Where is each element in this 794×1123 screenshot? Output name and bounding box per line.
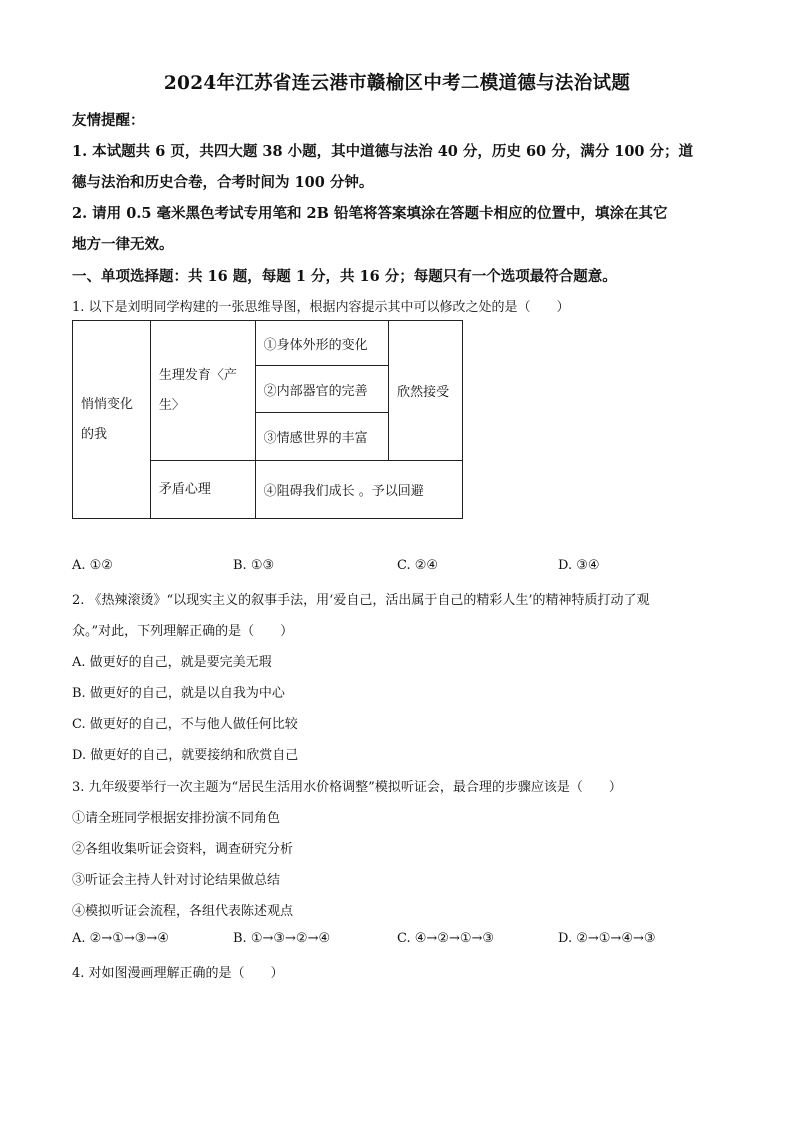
page-title: 2024年江苏省连云港市赣榆区中考二模道德与法治试题	[163, 73, 631, 94]
mind-map-item-1: ①身体外形的变化	[255, 321, 389, 366]
question-3-option-a[interactable]: A. ②→①→③→④	[72, 931, 169, 946]
question-3-option-b[interactable]: B. ①→③→②→④	[233, 931, 331, 946]
question-3-step-1: ①请全班同学根据安排扮演不同角色	[72, 811, 281, 826]
question-1-option-a[interactable]: A. ①②	[72, 558, 113, 573]
mind-map-root: 悄悄变化的我	[73, 321, 151, 519]
notice-item-1-line-2: 德与法治和历史合卷，合考时间为 100 分钟。	[72, 174, 374, 191]
mind-map-item-4: ④阻碍我们成长 。予以回避	[255, 461, 462, 519]
notice-item-2-line-1: 2. 请用 0.5 毫米黑色考试专用笔和 2B 铅笔将答案填涂在答题卡相应的位置中，填涂在其它	[72, 205, 668, 222]
question-1-option-d[interactable]: D. ③④	[558, 558, 600, 573]
question-2-stem-line-2: 众。”对此，下列理解正确的是（ ）	[72, 624, 294, 639]
mind-map-item-2: ②内部器官的完善	[255, 366, 389, 413]
question-1-option-b[interactable]: B. ①③	[233, 558, 275, 573]
question-2-option-a[interactable]: A. 做更好的自己，就是要完美无瑕	[72, 655, 272, 670]
question-2-option-d[interactable]: D. 做更好的自己，就要接纳和欣赏自己	[72, 748, 299, 763]
question-3-step-2: ②各组收集听证会资料，调查研究分析	[72, 842, 294, 857]
mind-map-branch-contradiction: 矛盾心理	[150, 461, 255, 519]
question-1-option-c[interactable]: C. ②④	[397, 558, 439, 573]
notice-heading: 友情提醒：	[72, 112, 145, 129]
section-heading-1: 一、单项选择题：共 16 题，每题 1 分，共 16 分；每题只有一个选项最符合题意。	[72, 268, 617, 285]
question-3-step-3: ③听证会主持人针对讨论结果做总结	[72, 873, 281, 888]
question-1-stem: 1. 以下是刘明同学构建的一张思维导图，根据内容提示其中可以修改之处的是（ ）	[72, 300, 570, 315]
mind-map-attitude: 欣然接受	[389, 321, 463, 461]
question-3-option-c[interactable]: C. ④→②→①→③	[397, 931, 495, 946]
question-4-stem: 4. 对如图漫画理解正确的是（ ）	[72, 966, 284, 981]
question-3-step-4: ④模拟听证会流程，各组代表陈述观点	[72, 904, 294, 919]
question-3-option-d[interactable]: D. ②→①→④→③	[558, 931, 656, 946]
mind-map-item-3: ③情感世界的丰富	[255, 413, 389, 461]
notice-item-1-line-1: 1. 本试题共 6 页，共四大题 38 小题，其中道德与法治 40 分，历史 60 分，满分 100 分；道	[72, 143, 694, 160]
question-2-stem-line-1: 2. 《热辣滚烫》“以现实主义的叙事手法，用‘爱自己，活出属于自己的精彩人生’的精神特质打动了观	[72, 593, 650, 608]
question-3-stem: 3. 九年级要举行一次主题为“居民生活用水价格调整”模拟听证会，最合理的步骤应该是（ ）	[72, 780, 622, 795]
mind-map-table	[72, 320, 463, 519]
question-2-option-c[interactable]: C. 做更好的自己，不与他人做任何比较	[72, 717, 298, 732]
notice-item-2-line-2: 地方一律无效。	[72, 236, 174, 253]
question-2-option-b[interactable]: B. 做更好的自己，就是以自我为中心	[72, 686, 285, 701]
mind-map-branch-physical: 生理发育〈产生〉	[150, 321, 255, 461]
